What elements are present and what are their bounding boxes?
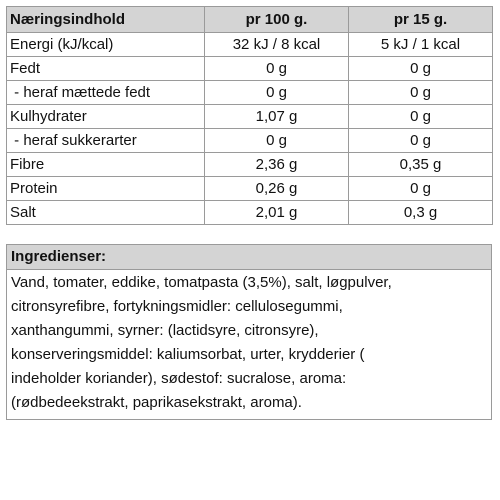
ingredients-title: Ingredienser: xyxy=(7,245,491,270)
nutrient-name: Energi (kJ/kcal) xyxy=(7,33,205,57)
nutrient-name: Fedt xyxy=(7,57,205,81)
header-per-100g: pr 100 g. xyxy=(205,7,349,33)
value-per-100g: 0 g xyxy=(205,129,349,153)
ingredients-text xyxy=(7,270,491,419)
value-per-15g: 0 g xyxy=(349,81,493,105)
value-per-100g: 0 g xyxy=(205,81,349,105)
table-row xyxy=(7,33,493,57)
value-per-100g: 0 g xyxy=(205,57,349,81)
header-nutrient: Næringsindhold xyxy=(7,7,205,33)
ingredients-line: xanthangummi, syrner: (lactidsyre, citronsyre), xyxy=(11,322,319,339)
value-per-15g: 0 g xyxy=(349,57,493,81)
value-per-15g: 0,35 g xyxy=(349,153,493,177)
table-row xyxy=(7,105,493,129)
table-row xyxy=(7,129,493,153)
value-per-15g: 5 kJ / 1 kcal xyxy=(349,33,493,57)
value-per-100g: 0,26 g xyxy=(205,177,349,201)
table-row xyxy=(7,57,493,81)
header-per-15g: pr 15 g. xyxy=(349,7,493,33)
value-per-100g: 2,01 g xyxy=(205,201,349,225)
table-row xyxy=(7,201,493,225)
value-per-15g: 0 g xyxy=(349,105,493,129)
nutrient-name: Kulhydrater xyxy=(7,105,205,129)
nutrient-name: Salt xyxy=(7,201,205,225)
table-row xyxy=(7,153,493,177)
value-per-15g: 0 g xyxy=(349,129,493,153)
nutrient-name: Protein xyxy=(7,177,205,201)
value-per-100g: 2,36 g xyxy=(205,153,349,177)
value-per-100g: 32 kJ / 8 kcal xyxy=(205,33,349,57)
table-row xyxy=(7,81,493,105)
ingredients-line: konserveringsmiddel: kaliumsorbat, urter, krydderier ( xyxy=(11,346,365,363)
ingredients-box xyxy=(6,244,492,420)
nutrient-name: Fibre xyxy=(7,153,205,177)
table-row xyxy=(7,177,493,201)
nutrient-name: - heraf sukkerarter xyxy=(7,129,205,153)
ingredients-line: Vand, tomater, eddike, tomatpasta (3,5%), salt, løgpulver, xyxy=(11,274,392,291)
nutrient-name: - heraf mættede fedt xyxy=(7,81,205,105)
nutrition-header-row xyxy=(7,7,493,33)
value-per-15g: 0,3 g xyxy=(349,201,493,225)
nutrition-table xyxy=(6,6,493,225)
ingredients-line: indeholder koriander), sødestof: sucralose, aroma: xyxy=(11,370,347,387)
value-per-15g: 0 g xyxy=(349,177,493,201)
ingredients-line: citronsyrefibre, fortykningsmidler: cellulosegummi, xyxy=(11,298,343,315)
ingredients-line: (rødbedeekstrakt, paprikasekstrakt, aroma). xyxy=(11,394,302,411)
value-per-100g: 1,07 g xyxy=(205,105,349,129)
